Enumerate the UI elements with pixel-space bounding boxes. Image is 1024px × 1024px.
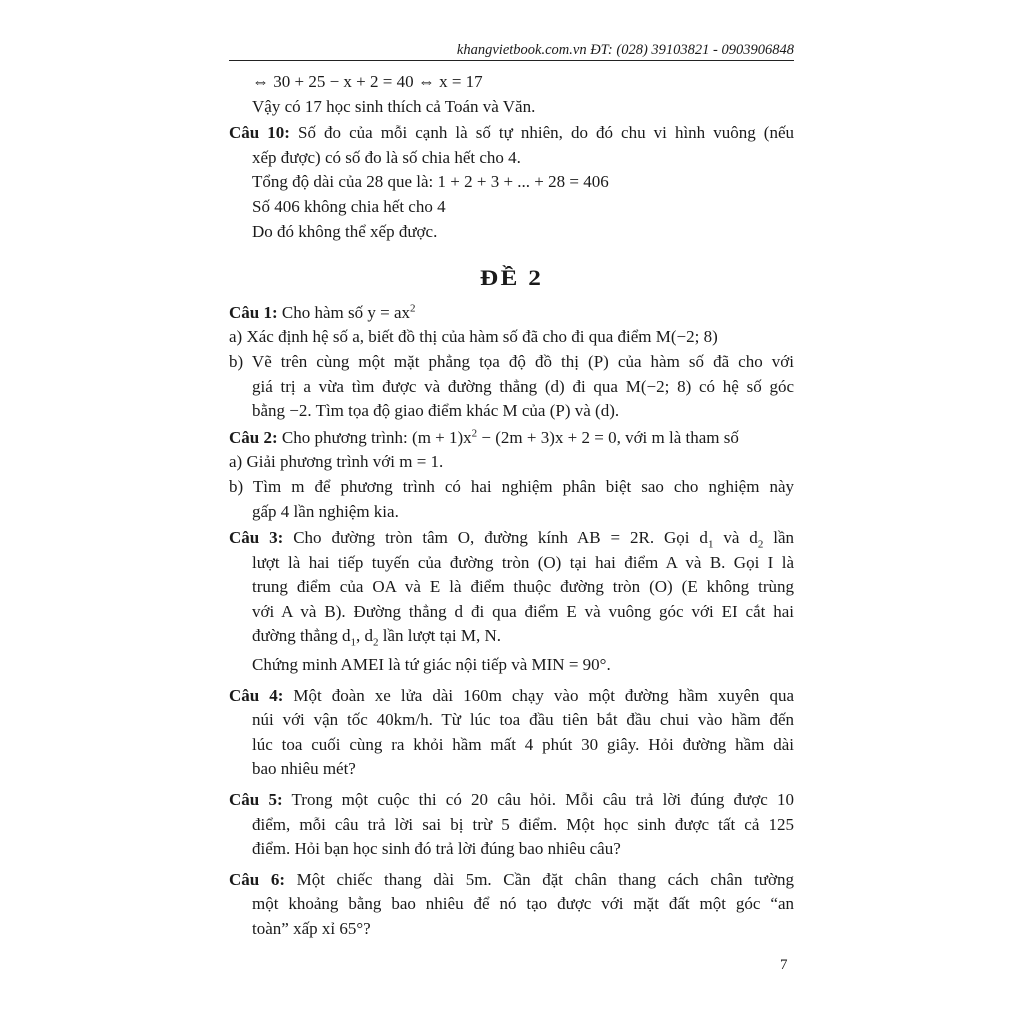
question-1-line-1: Câu 1: Cho hàm số $y = ax^2$ [229,302,416,322]
question-2-line-1: Câu 2: Cho phương trình: $(m + 1)x^2 - (2m + 3)x + 2 = 0$, với m là tham số [229,427,739,447]
equation-line: ⇔ 30 + 25 − x + 2 = 40 ⇔ x = 17 [252,72,483,91]
question-1-part-b-line-1: b) Vẽ trên cùng một mặt phẳng tọa độ đồ thị (P) của hàm số đã cho với [229,351,794,371]
question-10-line-5: Do đó không thể xếp được. [252,221,438,241]
question-3 [229,526,794,678]
question-1-label: Câu 1: [229,302,278,322]
question-3-line-4: với A và B). Đường thẳng d đi qua điểm E và vuông góc với EI cắt hai [252,601,794,621]
question-5-label: Câu 5: [229,790,283,810]
question-2-part-b-line-1: b) Tìm m để phương trình có hai nghiệm phân biệt sao cho nghiệm này [229,476,794,496]
question-5-line-3: điểm. Hỏi bạn học sinh đó trả lời đúng bao nhiêu câu? [252,839,621,859]
question-3-line-6: Chứng minh AMEI là tứ giác nội tiếp và MIN = 90°. [252,655,611,675]
question-4-line-3: lúc toa cuối cùng ra khỏi hầm mất 4 phút 30 giây. Hỏi đường hầm dài [252,734,794,754]
question-3-line-1: Câu 3: Cho đường tròn tâm O, đường kính AB = 2R. Gọi $d_1$ và $d_2$ lần [229,528,794,551]
question-10-line-3: Tổng độ dài của 28 que là: 1 + 2 + 3 + ... + 28 = 406 [252,172,609,192]
question-5 [229,788,794,862]
question-1 [229,301,794,424]
question-3-line-5: đường thẳng $d_1$, $d_2$ lần lượt tại M, N. [252,626,502,649]
question-10-line-4: Số 406 không chia hết cho 4 [252,196,446,216]
question-6-line-1: Câu 6: Một chiếc thang dài 5m. Cần đặt chân thang cách chân tường [229,869,794,889]
question-4 [229,684,794,782]
question-2-label: Câu 2: [229,427,278,447]
conclusion-line: Vậy có 17 học sinh thích cả Toán và Văn. [252,96,536,116]
section-title: ĐỀ 2 [479,265,544,291]
question-6-label: Câu 6: [229,869,285,889]
page-number: 7 [780,957,788,973]
question-5-line-2: điểm, mỗi câu trả lời sai bị trừ 5 điểm. Một học sinh được tất cả 125 [252,814,794,834]
question-4-line-1: Câu 4: Một đoàn xe lửa dài 160m chạy vào một đường hầm xuyên qua [229,685,794,705]
question-6-line-3: toàn” xấp xỉ 65°? [252,919,371,938]
question-3-label: Câu 3: [229,528,284,548]
question-4-line-4: bao nhiêu mét? [252,759,356,779]
question-2-part-b-line-2: gấp 4 lần nghiệm kia. [252,501,399,521]
page-content [229,70,794,942]
question-10 [229,121,794,244]
question-10-line-2: xếp được) có số đo là số chia hết cho 4. [252,147,521,167]
question-4-label: Câu 4: [229,685,284,705]
question-10-label: Câu 10: [229,123,290,143]
question-3-line-3: trung điểm của OA và E là điểm thuộc đường tròn (O) (E không trùng [252,577,794,597]
question-1-part-b-line-2: giá trị a vừa tìm được và đường thẳng (d) đi qua M(−2; 8) có hệ số góc [252,376,794,396]
question-6 [229,868,794,942]
question-6-line-2: một khoảng bằng bao nhiêu để nó tạo được với mặt đất một góc “an [252,894,794,914]
page-header: khangvietbook.com.vn ĐT: (028) 39103821 - 0903906848 [229,40,794,61]
question-5-line-1: Câu 5: Trong một cuộc thi có 20 câu hỏi. Mỗi câu trả lời đúng được 10 [229,790,794,810]
question-3-line-2: lượt là hai tiếp tuyến của đường tròn (O) tại hai điểm A và B. Gọi I là [252,552,794,572]
question-1-part-a: a) Xác định hệ số a, biết đồ thị của hàm số đã cho đi qua điểm M(−2; 8) [229,327,718,347]
question-2 [229,426,794,524]
question-1-part-b-line-3: bằng −2. Tìm tọa độ giao điểm khác M của (P) và (d). [252,401,620,421]
question-10-line-1: Câu 10: Số đo của mỗi cạnh là số tự nhiên, do đó chu vi hình vuông (nếu [229,123,794,143]
question-4-line-2: núi với vận tốc 40km/h. Từ lúc toa đầu tiên bắt đầu chui vào hầm đến [252,710,794,730]
question-2-part-a: a) Giải phương trình với m = 1. [229,452,444,472]
